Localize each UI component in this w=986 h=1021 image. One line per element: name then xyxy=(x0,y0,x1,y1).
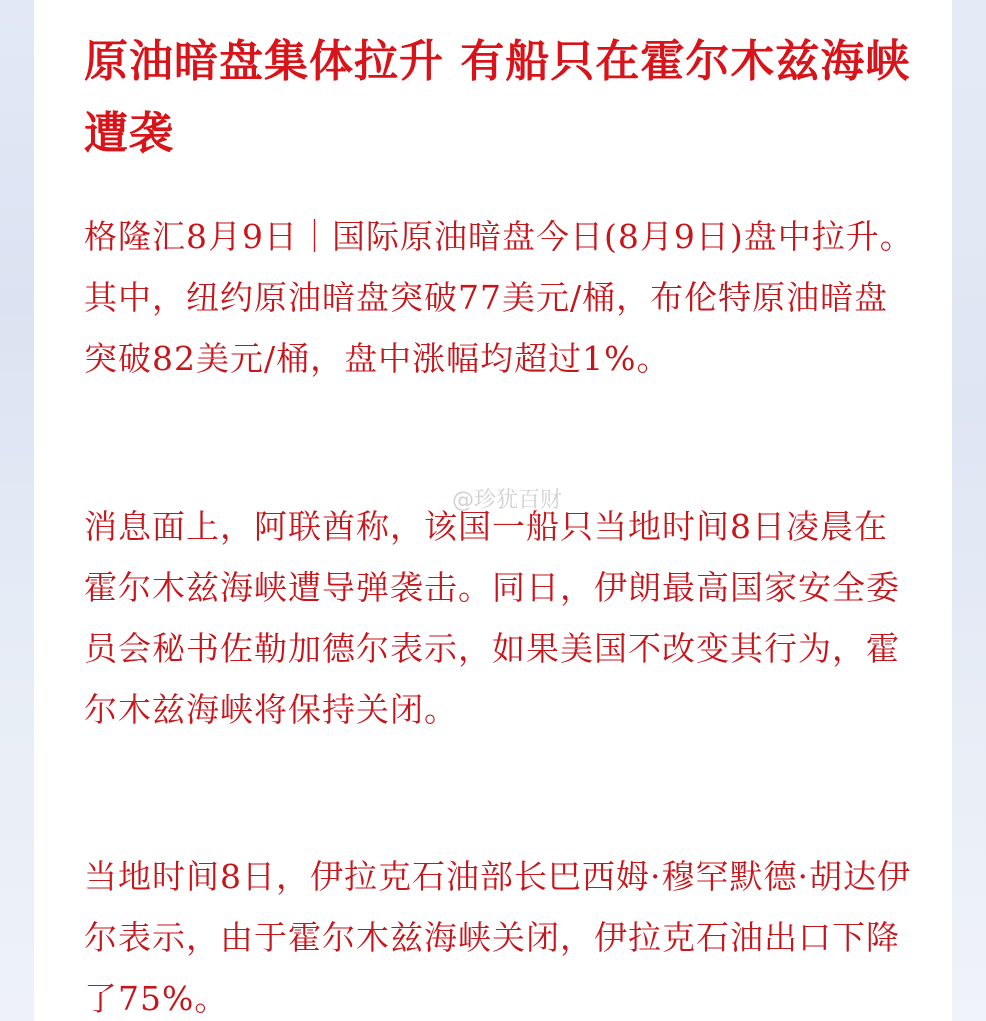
left-background-strip xyxy=(0,0,34,1021)
article-title: 原油暗盘集体拉升 有船只在霍尔木兹海峡遭袭 xyxy=(84,36,911,159)
watermark: @珍犹百财 xyxy=(452,488,563,513)
article-card xyxy=(34,0,952,1021)
right-background-strip xyxy=(952,0,986,1021)
article-paragraph-1: 格隆汇8月9日｜国际原油暗盘今日(8月9日)盘中拉升。其中，纽约原油暗盘突破77美元/桶，布伦特原油暗盘突破82美元/桶，盘中涨幅均超过1%。 xyxy=(84,217,914,378)
article-paragraph-3: 当地时间8日，伊拉克石油部长巴西姆·穆罕默德·胡达伊尔表示，由于霍尔木兹海峡关闭，伊拉克石油出口下降了75%。 xyxy=(84,857,911,1018)
article-paragraph-2: 消息面上，阿联酋称，该国一船只当地时间8日凌晨在霍尔木兹海峡遭导弹袭击。同日，伊朗最高国家安全委员会秘书佐勒加德尔表示，如果美国不改变其行为，霍尔木兹海峡将保持关闭。 xyxy=(84,507,900,729)
